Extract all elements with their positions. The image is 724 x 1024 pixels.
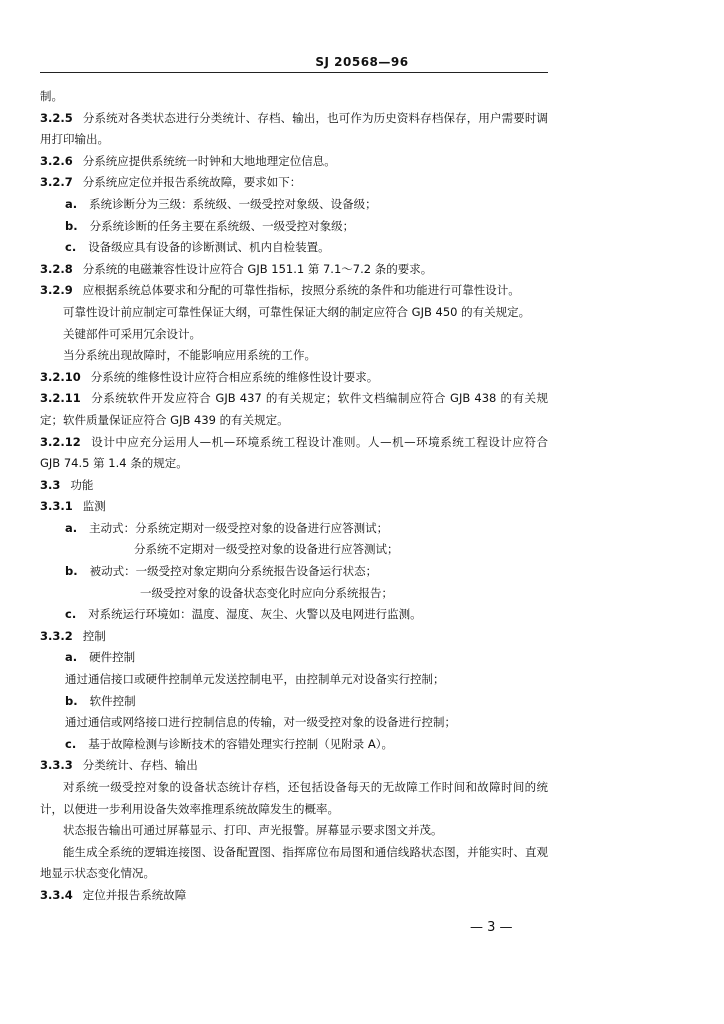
list-item: b. 软件控制 <box>65 693 136 708</box>
paragraph: 对系统一级受控对象的设备状态统计存档，还包括设备每天的无故障工作时间和故障时间的统计，以便进一步利用设备失效率推理系统故障发生的概率。 <box>40 780 548 816</box>
clause-3-2-6: 3.2.6 分系统应提供系统统一时钟和大地地理定位信息。 <box>40 153 336 168</box>
paragraph: 可靠性设计前应制定可靠性保证大纲，可靠性保证大纲的制定应符合 GJB 450 的有关规定。 <box>63 304 531 319</box>
clause-3-2-11: 3.2.11 分系统软件开发应符合 GJB 437 的有关规定；软件文档编制应符合 GJB 438 的有关规定；软件质量保证应符合 GJB 439 的有关规定。 <box>40 391 548 427</box>
list-item: c. 基于故障检测与诊断技术的容错处理实行控制（见附录 A）。 <box>65 736 393 751</box>
paragraph: 关键部件可采用冗余设计。 <box>63 326 201 341</box>
list-item: c. 设备级应具有设备的诊断测试、机内自检装置。 <box>65 240 330 255</box>
document-body <box>40 86 548 907</box>
text-line: 制。 <box>40 89 63 103</box>
page-number: — 3 — <box>470 920 513 935</box>
clause-3-2-12: 3.2.12 设计中应充分运用人—机—环境系统工程设计准则。人—机—环境系统工程设计应符合 GJB 74.5 第 1.4 条的规定。 <box>40 434 548 471</box>
list-item: c. 对系统运行环境如：温度、湿度、灰尘、火警以及电网进行监测。 <box>65 607 422 622</box>
header-rule <box>40 72 548 73</box>
document-code-header: SJ 20568—96 <box>315 55 409 69</box>
clause-3-2-5: 3.2.5 分系统对各类状态进行分类统计、存档、输出，也可作为历史资料存档保存，用户需要时调用打印输出。 <box>40 110 548 147</box>
paragraph: 当分系统出现故障时，不能影响应用系统的工作。 <box>63 348 316 363</box>
list-item: a. 主动式：分系统定期对一级受控对象的设备进行应答测试； <box>65 520 389 535</box>
paragraph: 能生成全系统的逻辑连接图、设备配置图、指挥席位布局图和通信线路状态图，并能实时、直观地显示状态变化情况。 <box>40 844 548 881</box>
clause-3-2-8: 3.2.8 分系统的电磁兼容性设计应符合 GJB 151.1 第 7.1～7.2 条的要求。 <box>40 261 433 276</box>
clause-3-2-7: 3.2.7 分系统应定位并报告系统故障，要求如下： <box>40 175 302 190</box>
clause-3-2-9: 3.2.9 应根据系统总体要求和分配的可靠性指标，按照分系统的条件和功能进行可靠性设计。 <box>40 283 520 298</box>
list-item-continuation: 分系统不定期对一级受控对象的设备进行应答测试； <box>134 542 399 557</box>
list-item: a. 硬件控制 <box>65 650 136 665</box>
paragraph: 状态报告输出可通过屏幕显示、打印、声光报警。屏幕显示要求图文并茂。 <box>63 823 443 838</box>
clause-3-3-4: 3.3.4 定位并报告系统故障 <box>40 887 187 902</box>
list-item: a. 系统诊断分为三级：系统级、一级受控对象级、设备级； <box>65 196 377 211</box>
list-item: b. 被动式：一级受控对象定期向分系统报告设备运行状态； <box>65 564 378 579</box>
clause-3-2-10: 3.2.10 分系统的维修性设计应符合相应系统的维修性设计要求。 <box>40 369 379 384</box>
list-item: b. 分系统诊断的任务主要在系统级、一级受控对象级； <box>65 218 355 233</box>
list-item-body: 通过通信接口或硬件控制单元发送控制电平，由控制单元对设备实行控制； <box>65 672 445 687</box>
clause-3-3-2: 3.3.2 控制 <box>40 628 106 643</box>
list-item-body: 通过通信或网络接口进行控制信息的传输，对一级受控对象的设备进行控制； <box>65 715 456 730</box>
clause-3-3-3: 3.3.3 分类统计、存档、输出 <box>40 758 198 773</box>
clause-3-3-1: 3.3.1 监测 <box>40 499 106 514</box>
list-item-continuation: 一级受控对象的设备状态变化时应向分系统报告； <box>140 585 393 600</box>
section-3-3: 3.3 功能 <box>40 477 94 492</box>
